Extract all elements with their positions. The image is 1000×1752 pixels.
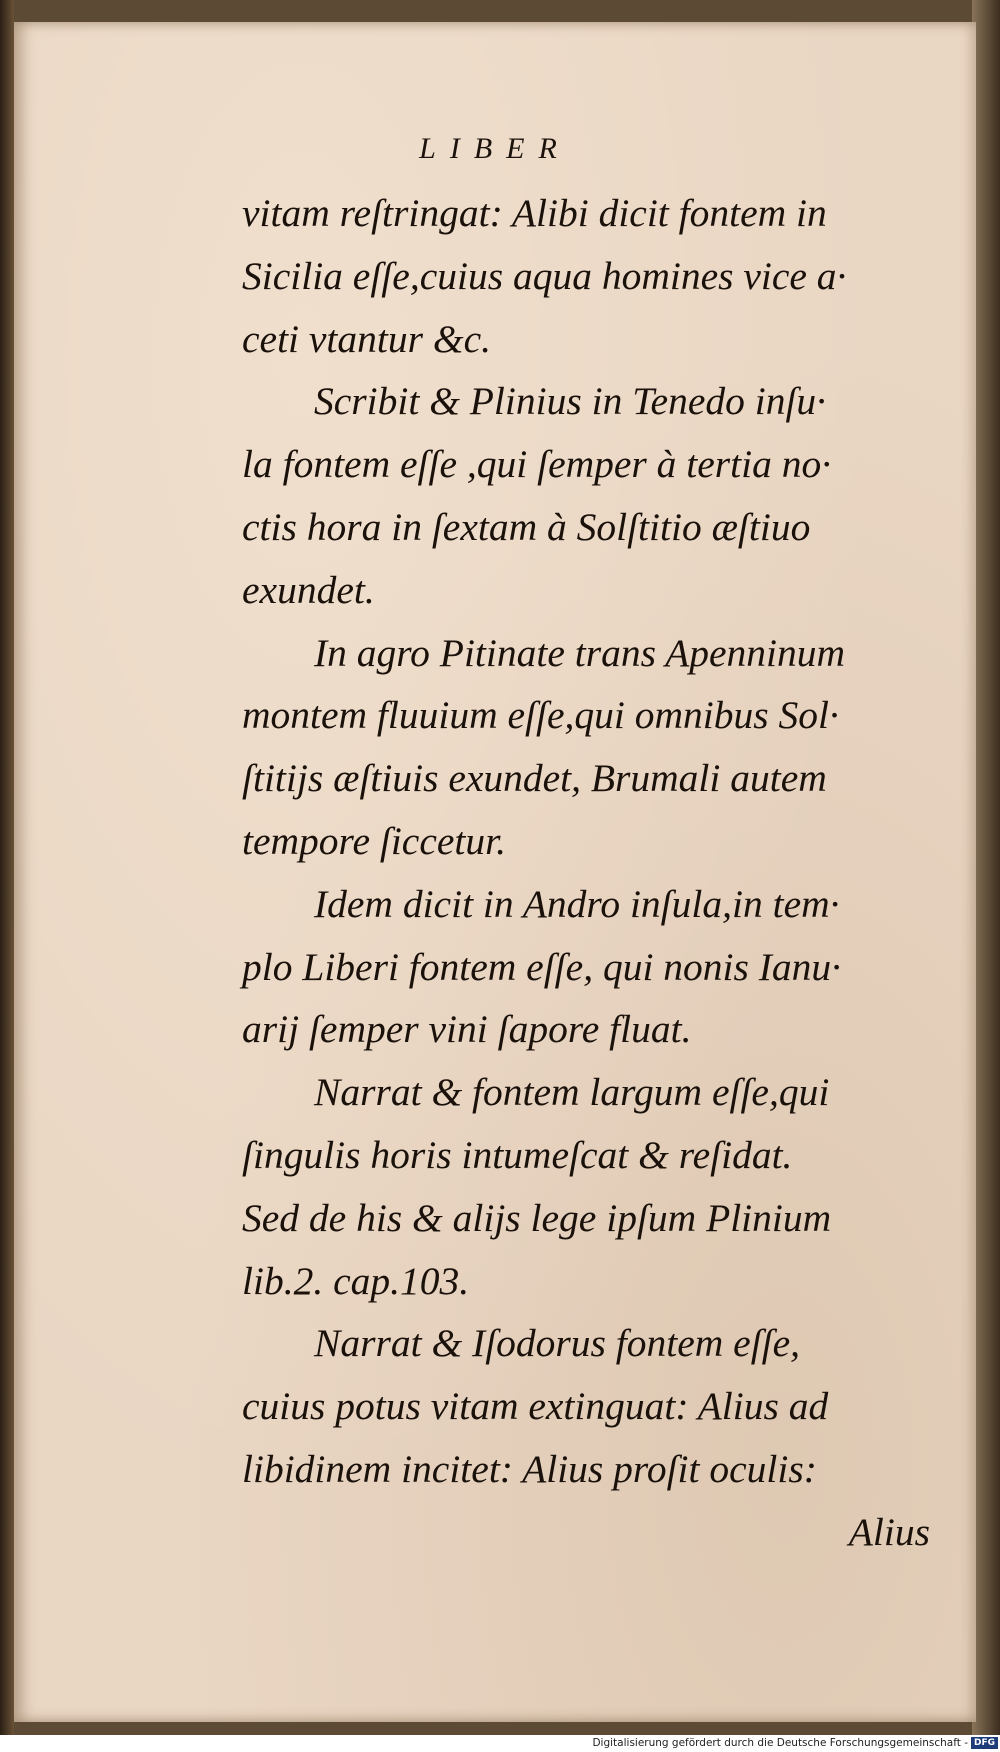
text-line: Sicilia eſſe,cuius aqua homines vice a· xyxy=(242,253,847,298)
text-line: ceti vtantur &c. xyxy=(242,316,491,361)
footer-credit: Digitalisierung gefördert durch die Deutsche Forschungsgemeinschaft - xyxy=(592,1737,968,1749)
text-line: tempore ſiccetur. xyxy=(242,818,506,863)
page-edge-right xyxy=(972,0,1000,1735)
paragraph-start-line: Idem dicit in Andro inſula,in tem· xyxy=(314,881,840,926)
text-line: exundet. xyxy=(242,567,375,612)
paragraph-start-line: In agro Pitinate trans Apenninum xyxy=(314,630,846,675)
catchword: Alius xyxy=(848,1509,930,1554)
text-line: plo Liberi fontem eſſe, qui nonis Ianu· xyxy=(242,944,842,989)
text-line: lib.2. cap.103. xyxy=(242,1258,470,1303)
paragraph-start-line: Narrat & Iſodorus fontem eſſe, xyxy=(314,1321,801,1366)
binding-edge-left xyxy=(0,0,14,1735)
text-line: Sed de his & alijs lege ipſum Plinium xyxy=(242,1195,832,1240)
text-line: vitam reſtringat: Alibi dicit fontem in xyxy=(242,191,827,235)
book-page xyxy=(14,22,976,1722)
text-line: la fontem eſſe ,qui ſemper à tertia no· xyxy=(242,442,832,487)
text-line: arij ſemper vini ſapore fluat. xyxy=(242,1007,692,1052)
text-line: ſingulis horis intumeſcat & reſidat. xyxy=(242,1132,793,1177)
text-line: libidinem incitet: Alius proſit oculis: xyxy=(242,1446,817,1491)
running-head: LIBER xyxy=(419,132,571,165)
page-text xyxy=(242,182,942,1564)
paragraph-start-line: Scribit & Plinius in Tenedo inſu· xyxy=(314,379,827,424)
paragraph-start-line: Narrat & fontem largum eſſe,qui xyxy=(314,1070,830,1115)
text-line: ctis hora in ſextam à Solſtitio æſtiuo xyxy=(242,504,811,549)
text-line: cuius potus vitam extinguat: Alius ad xyxy=(242,1384,829,1429)
text-line: ſtitijs æſtiuis exundet, Brumali autem xyxy=(242,756,827,801)
digitization-footer xyxy=(0,1735,1000,1752)
text-line: montem fluuium eſſe,qui omnibus Sol· xyxy=(242,693,839,738)
dfg-logo: DFG xyxy=(971,1737,998,1749)
